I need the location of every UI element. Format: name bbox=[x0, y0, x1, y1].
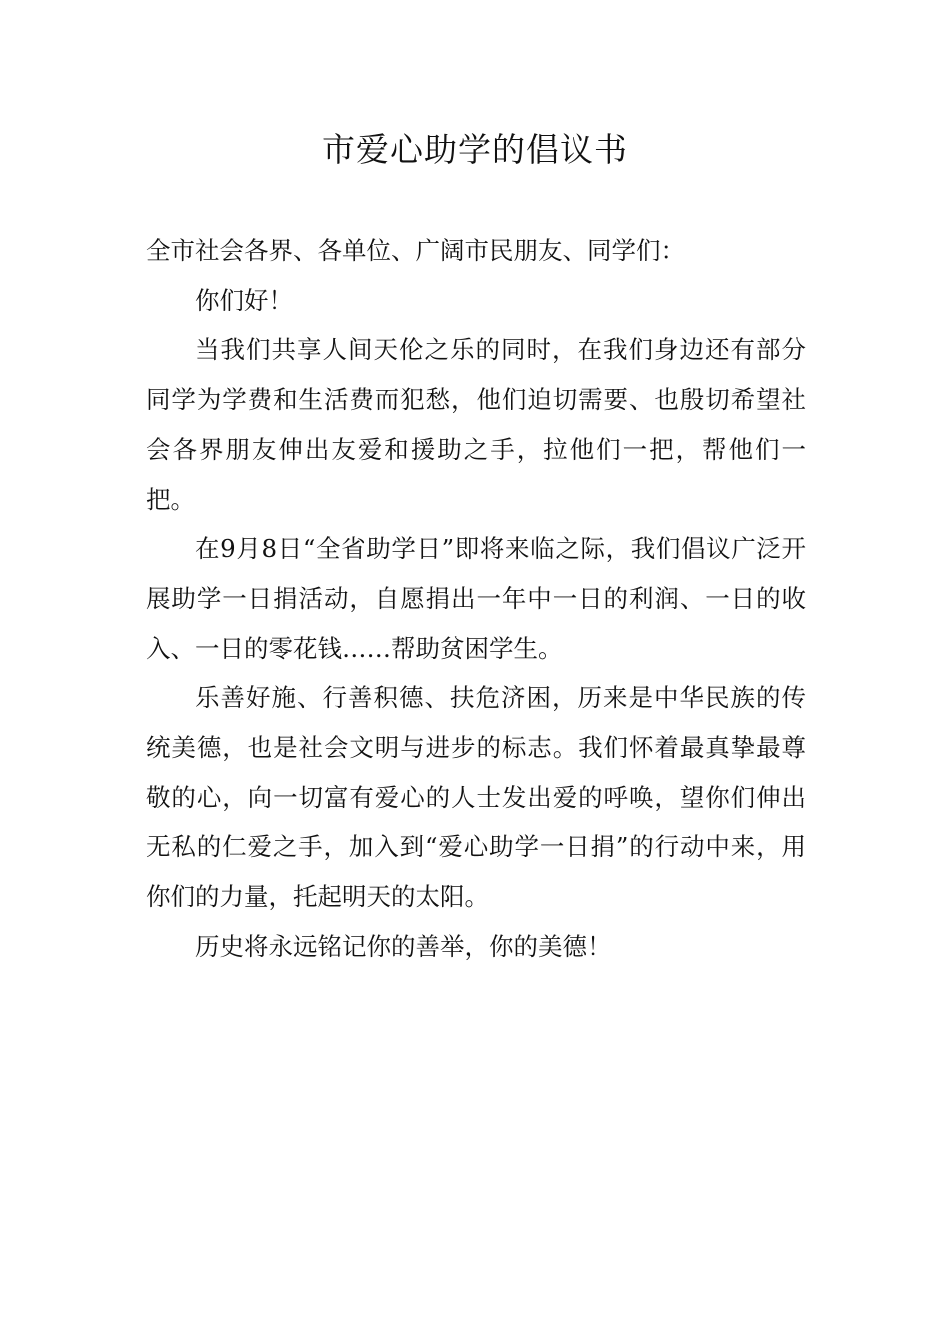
greeting: 你们好！ bbox=[195, 285, 293, 315]
paragraph-3: 乐善好施、行善积德、扶危济困，历来是中华民族的传统美德，也是社会文明与进步的标志。我们怀着最真挚最尊敬的心，向一切富有爱心的人士发出爱的呼唤，望你们伸出无私的仁爱之手，加入到“爱心助学一日捐”的行动中来，用你们的力量，托起明天的太阳。 bbox=[146, 683, 806, 912]
document-body bbox=[146, 226, 806, 972]
salutation: 全市社会各界、各单位、广阔市民朋友、同学们： bbox=[146, 236, 685, 265]
document-title: 市爱心助学的倡议书 bbox=[322, 130, 628, 169]
closing-line: 历史将永远铭记你的善举，你的美德！ bbox=[195, 931, 612, 961]
paragraph-2: 在9月8日“全省助学日”即将来临之际，我们倡议广泛开展助学一日捐活动，自愿捐出一年中一日的利润、一日的收入、一日的零花钱……帮助贫困学生。 bbox=[146, 534, 806, 663]
paragraph-1: 当我们共享人间天伦之乐的同时，在我们身边还有部分同学为学费和生活费而犯愁，他们迫切需要、也殷切希望社会各界朋友伸出友爱和援助之手，拉他们一把，帮他们一把。 bbox=[146, 335, 806, 514]
